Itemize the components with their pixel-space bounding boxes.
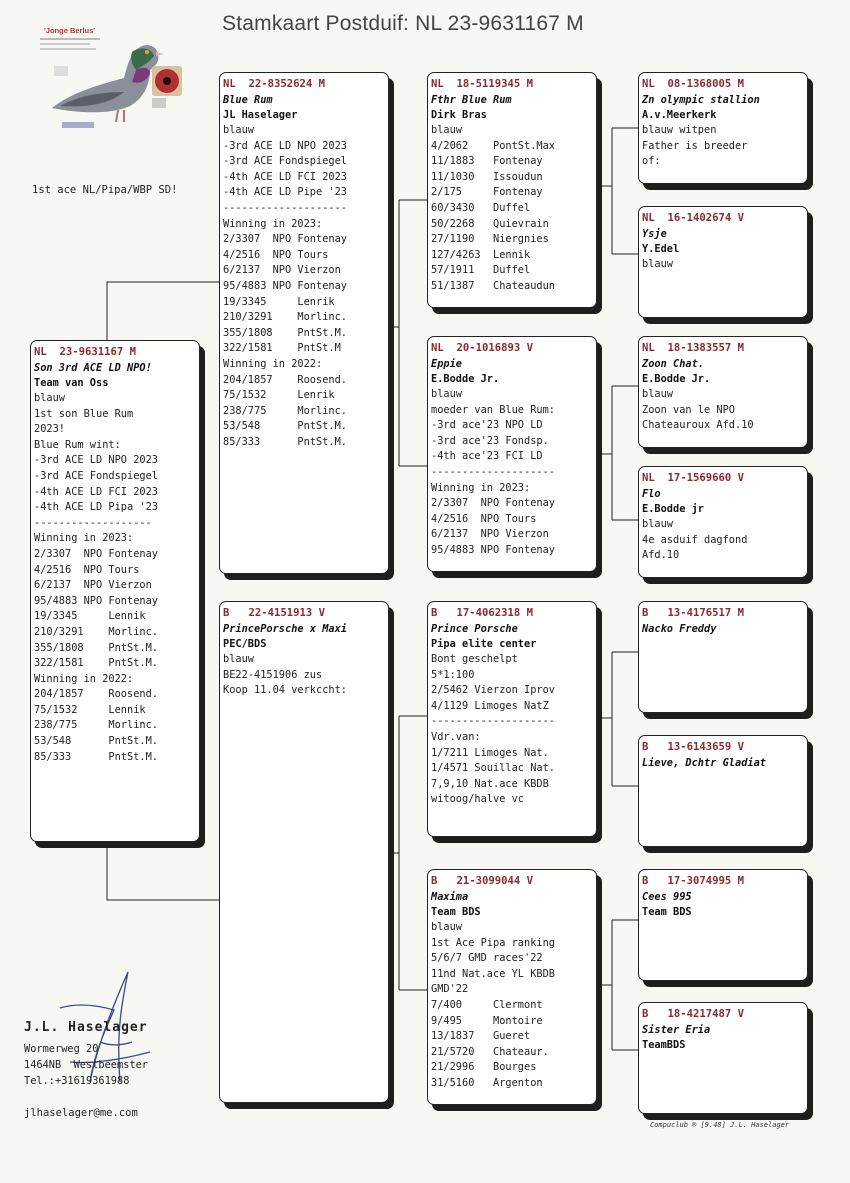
logo-brand-text: 'Jonge Berlus' <box>44 26 96 35</box>
pigeon-name: Eppie <box>431 358 462 370</box>
info-line: 21/5720 Chateaur. <box>431 1045 549 1058</box>
pigeon-name: Lieve, Dchtr Gladiat <box>642 757 766 769</box>
info-line: 95/4883 NPO Fontenay <box>34 594 158 607</box>
owner-name: Team van Oss <box>34 377 109 389</box>
owner-name: Y.Edel <box>642 243 680 255</box>
info-line: 4/2062 PontSt.Max <box>431 139 555 152</box>
footer-credit: Compuclub ® [9.48] J.L. Haselager <box>650 1121 790 1129</box>
info-line: 27/1190 Niergnies <box>431 233 549 246</box>
address-line: 1464NB Westbeemster <box>24 1059 148 1071</box>
info-line: 11nd Nat.ace YL KBDB <box>431 967 555 980</box>
pigeon-name: Fthr Blue Rum <box>431 94 512 106</box>
pedigree-card-fmf[interactable] <box>638 336 808 448</box>
info-line: Blue Rum wint: <box>34 438 121 451</box>
ring-number: NL 18-5119345 M <box>431 78 534 90</box>
pedigree-card-ffm[interactable] <box>638 206 808 318</box>
info-line: blauw <box>431 124 462 136</box>
info-line: -4th ACE LD FCI 2023 <box>223 170 347 183</box>
info-line: witoog/halve vc <box>431 793 524 806</box>
email-link[interactable]: jlhaselager@me.com <box>24 1107 138 1119</box>
info-line: -3rd ACE Fondspiegel <box>34 469 158 482</box>
info-line: 85/333 PntSt.M. <box>223 435 347 448</box>
info-line: blauw <box>431 388 462 400</box>
ring-number: NL 17-1569660 V <box>642 472 745 484</box>
pigeon-name: Cees 995 <box>642 891 692 903</box>
info-line: 238/775 Morlinc. <box>223 404 347 417</box>
pigeon-name: Blue Rum <box>223 94 273 106</box>
motto-text: 1st ace NL/Pipa/WBP SD! <box>32 184 178 196</box>
info-line: Winning in 2022: <box>34 672 134 685</box>
phone-line: Tel.:+31619361988 <box>24 1075 130 1087</box>
pigeon-name: Flo <box>642 488 661 500</box>
info-line: 4/2516 NPO Tours <box>223 248 329 261</box>
info-line: 2/5462 Vierzon Iprov <box>431 684 555 697</box>
info-line: 355/1808 PntSt.M. <box>223 326 347 339</box>
ring-number: NL 08-1368005 M <box>642 78 745 90</box>
info-line: 210/3291 Morlinc. <box>34 625 158 638</box>
info-line: 6/2137 NPO Vierzon <box>34 579 152 592</box>
info-line: -4th ACE LD Pipe '23 <box>223 186 347 199</box>
pedigree-card-mmm[interactable] <box>638 1002 808 1114</box>
info-line: 95/4883 NPO Fontenay <box>223 279 347 292</box>
pigeon-name: Maxima <box>431 891 469 903</box>
info-line: 31/5160 Argenton <box>431 1076 543 1089</box>
info-line: 5*1:100 <box>431 668 475 681</box>
info-line: blauw <box>223 124 254 136</box>
ring-number: B 13-4176517 M <box>642 607 745 619</box>
info-line: 19/3345 Lennik <box>34 610 146 623</box>
info-line: -------------------- <box>431 715 555 728</box>
info-line: 2/3307 NPO Fontenay <box>223 233 347 246</box>
info-line: 204/1857 Roosend. <box>223 373 347 386</box>
ring-number: B 17-3074995 M <box>642 875 745 887</box>
info-line: 1st son Blue Rum <box>34 407 134 420</box>
info-line: 53/548 PntSt.M. <box>34 735 158 748</box>
info-line: 6/2137 NPO Vierzon <box>223 264 341 277</box>
info-line: 4/2516 NPO Tours <box>34 563 140 576</box>
ring-number: NL 18-1383557 M <box>642 342 745 354</box>
info-line: Koop 11.04 verkccht: <box>223 684 347 697</box>
ring-number: B 13-6143659 V <box>642 741 745 753</box>
info-line: Winning in 2022: <box>223 357 323 370</box>
info-line: 75/1532 Lenrik <box>223 389 335 402</box>
info-line: 95/4883 NPO Fontenay <box>431 543 555 556</box>
info-line: 238/775 Morlinc. <box>34 719 158 732</box>
info-line: 75/1532 Lennik <box>34 703 146 716</box>
pigeon-name: Sister Eria <box>642 1024 711 1036</box>
info-line: blauw <box>642 518 673 530</box>
owner-name: Pipa elite center <box>431 638 537 650</box>
info-line: of: <box>642 155 661 168</box>
pigeon-name: Son 3rd ACE LD NPO! <box>34 362 152 374</box>
info-line: ------------------- <box>34 516 152 529</box>
info-line: 11/1883 Fontenay <box>431 155 543 168</box>
pigeon-name: Zoon Chat. <box>642 358 704 370</box>
info-line: -------------------- <box>431 465 555 478</box>
info-line: blauw <box>431 921 462 933</box>
info-line: 355/1808 PntSt.M. <box>34 641 158 654</box>
owner-name: TeamBDS <box>642 1039 686 1051</box>
owner-name: JL Haselager <box>223 109 298 121</box>
pigeon-name: Zn olympic stallion <box>642 94 760 106</box>
info-line: -------------------- <box>223 201 347 214</box>
info-line: 210/3291 Morlinc. <box>223 311 347 324</box>
breeder-contact-block <box>24 1020 148 1089</box>
info-line: 1st Ace Pipa ranking <box>431 936 555 949</box>
info-line: 6/2137 NPO Vierzon <box>431 528 549 541</box>
pedigree-card-mmf[interactable] <box>638 869 808 981</box>
owner-name: Team BDS <box>431 906 481 918</box>
info-line: -3rd ACE LD NPO 2023 <box>34 454 158 467</box>
info-line: 1/7211 Limoges Nat. <box>431 746 549 759</box>
pedigree-card-fmm[interactable] <box>638 466 808 578</box>
info-line: 19/3345 Lenrik <box>223 295 335 308</box>
ring-number: NL 22-8352624 M <box>223 78 326 90</box>
info-line: 127/4263 Lennik <box>431 248 531 261</box>
pedigree-card-father[interactable] <box>219 72 389 574</box>
info-line: Winning in 2023: <box>34 532 134 545</box>
info-line: 322/1581 PntSt.M <box>223 342 341 355</box>
info-line: Chateauroux Afd.10 <box>642 419 754 432</box>
info-line: 322/1581 PntSt.M. <box>34 657 158 670</box>
info-line: Zoon van le NPO <box>642 403 735 416</box>
info-line: 204/1857 Roosend. <box>34 688 158 701</box>
info-line: 60/3430 Duffel <box>431 201 531 214</box>
pigeon-name: Ysje <box>642 228 667 240</box>
info-line: 4/1129 Limoges NatZ <box>431 699 549 712</box>
pedigree-card-mf[interactable] <box>427 601 597 837</box>
ring-number: B 17-4062318 M <box>431 607 534 619</box>
info-line: 51/1387 Chateaudun <box>431 279 555 292</box>
pedigree-card-mm[interactable] <box>427 869 597 1105</box>
ring-number: NL 23-9631167 M <box>34 346 137 358</box>
page-title: Stamkaart Postduif: NL 23-9631167 M <box>222 12 584 35</box>
info-line: 7/400 Clermont <box>431 998 543 1011</box>
pedigree-card-mfm[interactable] <box>638 735 808 847</box>
pedigree-card-fff[interactable] <box>638 72 808 184</box>
breeder-name: J.L. Haselager <box>24 1020 148 1035</box>
info-line: blauw <box>34 392 65 404</box>
pedigree-card-mff[interactable] <box>638 601 808 713</box>
ring-number: B 21-3099044 V <box>431 875 534 887</box>
info-line: blauw <box>642 388 673 400</box>
address-line: Wormerweg 20 <box>24 1043 99 1055</box>
info-line: 2/3307 NPO Fontenay <box>431 497 555 510</box>
pigeon-name: Nacko Freddy <box>642 623 717 635</box>
info-line: BE22-4151906 zus <box>223 668 323 681</box>
info-line: blauw <box>223 653 254 665</box>
info-line: -3rd ace'23 NPO LD <box>431 419 543 432</box>
info-line: 2/3307 NPO Fontenay <box>34 547 158 560</box>
info-line: -4th ACE LD FCI 2023 <box>34 485 158 498</box>
info-line: 21/2996 Bourges <box>431 1061 537 1074</box>
owner-name: E.Bodde jr <box>642 503 704 515</box>
ring-number: B 22-4151913 V <box>223 607 326 619</box>
info-line: 9/495 Montoire <box>431 1014 543 1027</box>
info-line: -3rd ace'23 Fondsp. <box>431 434 549 447</box>
pedigree-card-mother[interactable] <box>219 601 389 1103</box>
info-line: 85/333 PntSt.M. <box>34 750 158 763</box>
ring-number: NL 16-1402674 V <box>642 212 745 224</box>
owner-name: E.Bodde Jr. <box>642 373 711 385</box>
info-line: 2023! <box>34 423 65 436</box>
info-line: Winning in 2023: <box>223 217 323 230</box>
info-line: -4th ACE LD Pipa '23 <box>34 501 158 514</box>
info-line: 53/548 PntSt.M. <box>223 420 347 433</box>
info-line: blauw <box>642 258 673 270</box>
info-line: Father is breeder <box>642 139 748 152</box>
info-line: 4e asduif dagfond <box>642 533 748 546</box>
info-line: 5/6/7 GMD races'22 <box>431 952 543 965</box>
info-line: Afd.10 <box>642 549 680 562</box>
info-line: Bont geschelpt <box>431 653 518 665</box>
pedigree-card-subject[interactable] <box>30 340 200 842</box>
info-line: GMD'22 <box>431 983 469 996</box>
owner-name: PEC/BDS <box>223 638 267 650</box>
info-line: blauw witpen <box>642 124 717 136</box>
ring-number: B 18-4217487 V <box>642 1008 745 1020</box>
owner-name: E.Bodde Jr. <box>431 373 500 385</box>
info-line: 7,9,10 Nat.ace KBDB <box>431 777 549 790</box>
pedigree-card-fm[interactable] <box>427 336 597 572</box>
info-line: 57/1911 Duffel <box>431 264 531 277</box>
info-line: -3rd ACE LD NPO 2023 <box>223 139 347 152</box>
info-line: Vdr.van: <box>431 730 481 743</box>
info-line: 13/1837 Gueret <box>431 1030 531 1043</box>
info-line: 2/175 Fontenay <box>431 186 543 199</box>
owner-name: Team BDS <box>642 906 692 918</box>
info-line: 4/2516 NPO Tours <box>431 512 537 525</box>
owner-name: Dirk Bras <box>431 109 487 121</box>
pigeon-name: Prince Porsche <box>431 623 518 635</box>
pigeon-name: PrincePorsche x Maxi <box>223 623 347 635</box>
pedigree-card-ff[interactable] <box>427 72 597 308</box>
info-line: 1/4571 Souillac Nat. <box>431 762 555 775</box>
ring-number: NL 20-1016893 V <box>431 342 534 354</box>
info-line: Winning in 2023: <box>431 481 531 494</box>
info-line: moeder van Blue Rum: <box>431 403 555 416</box>
owner-name: A.v.Meerkerk <box>642 109 717 121</box>
info-line: 11/1030 Issoudun <box>431 170 543 183</box>
info-line: 50/2268 Quievrain <box>431 217 549 230</box>
info-line: -3rd ACE Fondspiegel <box>223 155 347 168</box>
info-line: -4th ace'23 FCI LD <box>431 450 543 463</box>
